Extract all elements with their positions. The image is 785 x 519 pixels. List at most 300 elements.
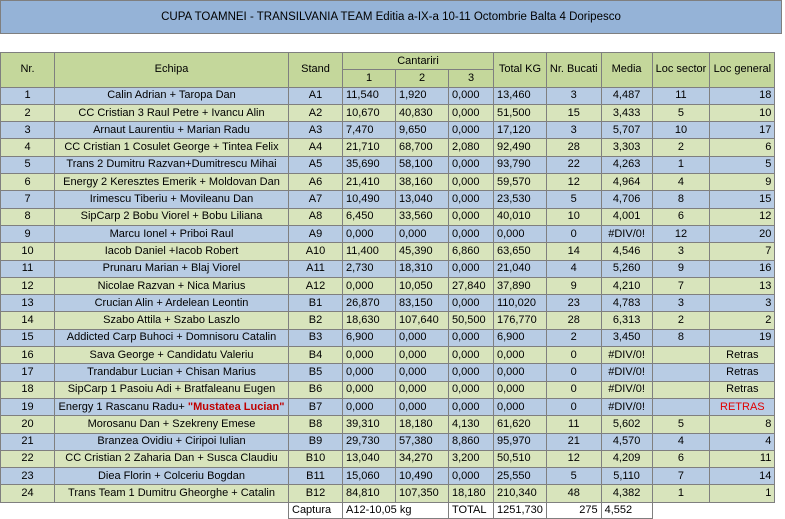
cell-echipa[interactable]: Crucian Alin + Ardelean Leontin (55, 295, 289, 312)
cell-nr-bucati[interactable]: 4 (546, 260, 601, 277)
cell-echipa[interactable]: SipCarp 2 Bobu Viorel + Bobu Liliana (55, 208, 289, 225)
cell-cantarire-3[interactable]: 0,000 (449, 364, 494, 381)
cell-cantarire-2[interactable]: 33,560 (396, 208, 449, 225)
cell-total-kg[interactable]: 93,790 (494, 156, 547, 173)
footer-total-media[interactable]: 4,552 (601, 502, 652, 518)
cell-stand[interactable]: B12 (289, 485, 343, 502)
cell-cantarire-3[interactable]: 4,130 (449, 416, 494, 433)
cell-cantarire-3[interactable]: 0,000 (449, 87, 494, 104)
cell-media[interactable]: 4,382 (601, 485, 652, 502)
cell-nr[interactable]: 1 (1, 87, 55, 104)
cell-cantarire-1[interactable]: 0,000 (343, 347, 396, 364)
table-row[interactable] (1, 260, 775, 277)
table-row[interactable] (1, 122, 775, 139)
cell-media[interactable]: 4,210 (601, 277, 652, 294)
cell-echipa[interactable]: CC Cristian 2 Zaharia Dan + Susca Claudiu (55, 450, 289, 467)
cell-nr[interactable]: 9 (1, 225, 55, 242)
cell-total-kg[interactable]: 0,000 (494, 225, 547, 242)
cell-stand[interactable]: A8 (289, 208, 343, 225)
cell-loc-general[interactable]: 14 (710, 468, 775, 485)
cell-stand[interactable]: B10 (289, 450, 343, 467)
cell-stand[interactable]: B3 (289, 329, 343, 346)
cell-echipa[interactable]: Trans Team 1 Dumitru Gheorghe + Catalin (55, 485, 289, 502)
cell-cantarire-3[interactable]: 0,000 (449, 295, 494, 312)
cell-media[interactable]: 4,964 (601, 174, 652, 191)
cell-nr-bucati[interactable]: 0 (546, 347, 601, 364)
cell-loc-sector[interactable]: 1 (652, 485, 710, 502)
cell-loc-sector[interactable]: 4 (652, 174, 710, 191)
cell-loc-sector[interactable]: 12 (652, 225, 710, 242)
table-row[interactable] (1, 398, 775, 415)
table-row[interactable] (1, 485, 775, 502)
cell-cantarire-3[interactable]: 6,860 (449, 243, 494, 260)
header-cantariri[interactable]: Cantariri (343, 53, 494, 70)
cell-stand[interactable]: A1 (289, 87, 343, 104)
cell-cantarire-2[interactable]: 58,100 (396, 156, 449, 173)
cell-cantarire-1[interactable]: 13,040 (343, 450, 396, 467)
cell-nr-bucati[interactable]: 3 (546, 87, 601, 104)
header-cantarire-3[interactable]: 3 (449, 70, 494, 87)
cell-cantarire-2[interactable]: 34,270 (396, 450, 449, 467)
cell-cantarire-2[interactable]: 10,050 (396, 277, 449, 294)
cell-nr-bucati[interactable]: 5 (546, 191, 601, 208)
cell-cantarire-2[interactable]: 107,350 (396, 485, 449, 502)
cell-nr-bucati[interactable]: 23 (546, 295, 601, 312)
cell-echipa[interactable]: Sava George + Candidatu Valeriu (55, 347, 289, 364)
table-row[interactable] (1, 347, 775, 364)
cell-media[interactable]: 3,450 (601, 329, 652, 346)
cell-nr[interactable]: 24 (1, 485, 55, 502)
cell-cantarire-1[interactable]: 0,000 (343, 277, 396, 294)
cell-echipa[interactable]: Szabo Attila + Szabo Laszlo (55, 312, 289, 329)
cell-media[interactable]: #DIV/0! (601, 381, 652, 398)
cell-echipa[interactable]: Prunaru Marian + Blaj Viorel (55, 260, 289, 277)
cell-cantarire-2[interactable]: 1,920 (396, 87, 449, 104)
footer-captura-label[interactable]: Captura (289, 502, 343, 518)
cell-loc-general[interactable]: 6 (710, 139, 775, 156)
cell-cantarire-3[interactable]: 8,860 (449, 433, 494, 450)
cell-loc-sector[interactable]: 2 (652, 312, 710, 329)
cell-media[interactable]: 4,263 (601, 156, 652, 173)
cell-loc-general[interactable]: Retras (710, 364, 775, 381)
cell-echipa[interactable]: Trandabur Lucian + Chisan Marius (55, 364, 289, 381)
cell-nr-bucati[interactable]: 0 (546, 381, 601, 398)
cell-nr[interactable]: 22 (1, 450, 55, 467)
cell-cantarire-2[interactable]: 18,180 (396, 416, 449, 433)
cell-cantarire-3[interactable]: 0,000 (449, 174, 494, 191)
cell-loc-sector[interactable]: 9 (652, 260, 710, 277)
cell-cantarire-1[interactable]: 29,730 (343, 433, 396, 450)
cell-cantarire-3[interactable]: 0,000 (449, 156, 494, 173)
cell-total-kg[interactable]: 110,020 (494, 295, 547, 312)
cell-echipa[interactable]: Irimescu Tiberiu + Movileanu Dan (55, 191, 289, 208)
cell-total-kg[interactable]: 210,340 (494, 485, 547, 502)
cell-loc-general[interactable]: 3 (710, 295, 775, 312)
table-row[interactable] (1, 208, 775, 225)
cell-total-kg[interactable]: 21,040 (494, 260, 547, 277)
cell-total-kg[interactable]: 23,530 (494, 191, 547, 208)
cell-nr[interactable]: 20 (1, 416, 55, 433)
cell-loc-sector[interactable]: 6 (652, 208, 710, 225)
cell-loc-general[interactable]: 4 (710, 433, 775, 450)
cell-nr[interactable]: 2 (1, 104, 55, 121)
cell-nr[interactable]: 15 (1, 329, 55, 346)
cell-nr-bucati[interactable]: 0 (546, 398, 601, 415)
cell-total-kg[interactable]: 17,120 (494, 122, 547, 139)
cell-cantarire-1[interactable]: 35,690 (343, 156, 396, 173)
cell-total-kg[interactable]: 13,460 (494, 87, 547, 104)
cell-loc-general[interactable]: Retras (710, 347, 775, 364)
cell-loc-general[interactable]: 10 (710, 104, 775, 121)
cell-stand[interactable]: A5 (289, 156, 343, 173)
cell-media[interactable]: 3,303 (601, 139, 652, 156)
cell-loc-sector[interactable] (652, 398, 710, 415)
cell-stand[interactable]: B2 (289, 312, 343, 329)
cell-loc-sector[interactable]: 5 (652, 416, 710, 433)
cell-nr[interactable]: 17 (1, 364, 55, 381)
footer-total-label[interactable]: TOTAL (449, 502, 494, 518)
cell-nr-bucati[interactable]: 12 (546, 174, 601, 191)
cell-stand[interactable]: B11 (289, 468, 343, 485)
cell-cantarire-3[interactable]: 3,200 (449, 450, 494, 467)
cell-loc-general[interactable]: 1 (710, 485, 775, 502)
cell-stand[interactable]: B1 (289, 295, 343, 312)
cell-cantarire-1[interactable]: 39,310 (343, 416, 396, 433)
cell-cantarire-2[interactable]: 45,390 (396, 243, 449, 260)
cell-media[interactable]: 4,487 (601, 87, 652, 104)
cell-nr-bucati[interactable]: 0 (546, 364, 601, 381)
cell-cantarire-3[interactable]: 0,000 (449, 104, 494, 121)
table-row[interactable] (1, 433, 775, 450)
cell-loc-sector[interactable]: 4 (652, 433, 710, 450)
cell-nr[interactable]: 12 (1, 277, 55, 294)
cell-loc-general[interactable]: 11 (710, 450, 775, 467)
cell-stand[interactable]: B7 (289, 398, 343, 415)
cell-echipa[interactable]: Trans 2 Dumitru Razvan+Dumitrescu Mihai (55, 156, 289, 173)
cell-total-kg[interactable]: 0,000 (494, 347, 547, 364)
table-row[interactable] (1, 312, 775, 329)
cell-cantarire-3[interactable]: 0,000 (449, 122, 494, 139)
cell-echipa[interactable] (55, 398, 289, 415)
cell-cantarire-1[interactable]: 21,410 (343, 174, 396, 191)
cell-cantarire-2[interactable]: 10,490 (396, 468, 449, 485)
cell-nr-bucati[interactable]: 11 (546, 416, 601, 433)
cell-loc-sector[interactable]: 3 (652, 295, 710, 312)
cell-loc-sector[interactable]: 6 (652, 450, 710, 467)
cell-cantarire-2[interactable]: 0,000 (396, 225, 449, 242)
cell-nr-bucati[interactable]: 28 (546, 139, 601, 156)
cell-cantarire-2[interactable]: 0,000 (396, 329, 449, 346)
cell-loc-sector[interactable]: 7 (652, 468, 710, 485)
cell-total-kg[interactable]: 6,900 (494, 329, 547, 346)
table-row[interactable] (1, 295, 775, 312)
cell-stand[interactable]: B9 (289, 433, 343, 450)
cell-media[interactable]: #DIV/0! (601, 398, 652, 415)
cell-nr[interactable]: 16 (1, 347, 55, 364)
cell-echipa[interactable]: Calin Adrian + Taropa Dan (55, 87, 289, 104)
cell-cantarire-3[interactable]: 0,000 (449, 260, 494, 277)
cell-nr[interactable]: 4 (1, 139, 55, 156)
table-row[interactable] (1, 416, 775, 433)
cell-loc-general[interactable]: 20 (710, 225, 775, 242)
cell-loc-general[interactable]: 16 (710, 260, 775, 277)
cell-stand[interactable]: A11 (289, 260, 343, 277)
cell-loc-general[interactable]: 15 (710, 191, 775, 208)
footer-total-kg[interactable]: 1251,730 (494, 502, 547, 518)
cell-nr[interactable]: 14 (1, 312, 55, 329)
cell-cantarire-1[interactable]: 15,060 (343, 468, 396, 485)
cell-cantarire-1[interactable]: 10,670 (343, 104, 396, 121)
cell-media[interactable]: 6,313 (601, 312, 652, 329)
cell-total-kg[interactable]: 51,500 (494, 104, 547, 121)
cell-nr-bucati[interactable]: 28 (546, 312, 601, 329)
cell-total-kg[interactable]: 25,550 (494, 468, 547, 485)
cell-cantarire-1[interactable]: 0,000 (343, 398, 396, 415)
cell-cantarire-1[interactable]: 0,000 (343, 364, 396, 381)
cell-total-kg[interactable]: 59,570 (494, 174, 547, 191)
cell-cantarire-2[interactable]: 0,000 (396, 398, 449, 415)
table-row[interactable] (1, 104, 775, 121)
cell-loc-general[interactable]: 12 (710, 208, 775, 225)
header-nr-bucati[interactable]: Nr. Bucati (546, 53, 601, 88)
cell-cantarire-3[interactable]: 0,000 (449, 191, 494, 208)
cell-loc-sector[interactable]: 5 (652, 104, 710, 121)
cell-echipa[interactable]: Energy 2 Keresztes Emerik + Moldovan Dan (55, 174, 289, 191)
cell-nr[interactable]: 23 (1, 468, 55, 485)
table-row[interactable] (1, 191, 775, 208)
cell-cantarire-3[interactable]: 0,000 (449, 225, 494, 242)
cell-cantarire-3[interactable]: 0,000 (449, 468, 494, 485)
cell-media[interactable]: #DIV/0! (601, 225, 652, 242)
cell-total-kg[interactable]: 92,490 (494, 139, 547, 156)
cell-echipa[interactable]: CC Cristian 1 Cosulet George + Tintea Felix (55, 139, 289, 156)
footer-total-buc[interactable]: 275 (546, 502, 601, 518)
cell-cantarire-2[interactable]: 107,640 (396, 312, 449, 329)
cell-nr[interactable]: 10 (1, 243, 55, 260)
table-row[interactable] (1, 329, 775, 346)
cell-nr-bucati[interactable]: 21 (546, 433, 601, 450)
cell-stand[interactable]: A10 (289, 243, 343, 260)
cell-total-kg[interactable]: 61,620 (494, 416, 547, 433)
cell-loc-sector[interactable]: 7 (652, 277, 710, 294)
cell-loc-general[interactable]: 9 (710, 174, 775, 191)
cell-cantarire-1[interactable]: 6,450 (343, 208, 396, 225)
table-row[interactable] (1, 364, 775, 381)
cell-media[interactable]: 4,706 (601, 191, 652, 208)
cell-cantarire-1[interactable]: 0,000 (343, 225, 396, 242)
cell-nr-bucati[interactable]: 22 (546, 156, 601, 173)
cell-echipa[interactable]: Addicted Carp Buhoci + Domnisoru Catalin (55, 329, 289, 346)
cell-cantarire-1[interactable]: 21,710 (343, 139, 396, 156)
cell-nr[interactable]: 21 (1, 433, 55, 450)
header-media[interactable]: Media (601, 53, 652, 88)
cell-cantarire-2[interactable]: 13,040 (396, 191, 449, 208)
cell-nr-bucati[interactable]: 3 (546, 122, 601, 139)
cell-media[interactable]: 5,707 (601, 122, 652, 139)
cell-loc-sector[interactable]: 10 (652, 122, 710, 139)
cell-nr[interactable]: 19 (1, 398, 55, 415)
cell-media[interactable]: 4,001 (601, 208, 652, 225)
cell-stand[interactable]: B6 (289, 381, 343, 398)
cell-media[interactable]: #DIV/0! (601, 364, 652, 381)
cell-loc-sector[interactable] (652, 364, 710, 381)
cell-nr[interactable]: 7 (1, 191, 55, 208)
cell-total-kg[interactable]: 37,890 (494, 277, 547, 294)
table-row[interactable] (1, 243, 775, 260)
cell-nr-bucati[interactable]: 48 (546, 485, 601, 502)
cell-loc-general[interactable]: RETRAS (710, 398, 775, 415)
cell-cantarire-1[interactable]: 11,540 (343, 87, 396, 104)
cell-cantarire-1[interactable]: 26,870 (343, 295, 396, 312)
table-row[interactable] (1, 156, 775, 173)
cell-cantarire-2[interactable]: 83,150 (396, 295, 449, 312)
cell-loc-sector[interactable]: 8 (652, 191, 710, 208)
cell-media[interactable]: 4,209 (601, 450, 652, 467)
cell-cantarire-3[interactable]: 0,000 (449, 347, 494, 364)
table-row[interactable] (1, 450, 775, 467)
cell-loc-general[interactable]: Retras (710, 381, 775, 398)
cell-nr-bucati[interactable]: 15 (546, 104, 601, 121)
cell-loc-general[interactable]: 8 (710, 416, 775, 433)
cell-cantarire-1[interactable]: 2,730 (343, 260, 396, 277)
footer-captura-value[interactable]: A12-10,05 kg (343, 502, 449, 518)
cell-media[interactable]: 4,570 (601, 433, 652, 450)
cell-loc-general[interactable]: 5 (710, 156, 775, 173)
cell-echipa[interactable]: CC Cristian 3 Raul Petre + Ivancu Alin (55, 104, 289, 121)
cell-loc-sector[interactable]: 3 (652, 243, 710, 260)
cell-stand[interactable]: A12 (289, 277, 343, 294)
cell-cantarire-3[interactable]: 18,180 (449, 485, 494, 502)
cell-stand[interactable]: B8 (289, 416, 343, 433)
table-row[interactable] (1, 87, 775, 104)
cell-loc-sector[interactable]: 11 (652, 87, 710, 104)
cell-echipa[interactable]: Marcu Ionel + Priboi Raul (55, 225, 289, 242)
table-row[interactable] (1, 277, 775, 294)
cell-cantarire-1[interactable]: 84,810 (343, 485, 396, 502)
table-row[interactable] (1, 174, 775, 191)
cell-nr-bucati[interactable]: 9 (546, 277, 601, 294)
cell-media[interactable]: 5,110 (601, 468, 652, 485)
cell-cantarire-2[interactable]: 0,000 (396, 381, 449, 398)
cell-cantarire-3[interactable]: 0,000 (449, 208, 494, 225)
cell-stand[interactable]: A6 (289, 174, 343, 191)
cell-nr-bucati[interactable]: 5 (546, 468, 601, 485)
cell-nr-bucati[interactable]: 14 (546, 243, 601, 260)
cell-nr-bucati[interactable]: 10 (546, 208, 601, 225)
cell-cantarire-1[interactable]: 7,470 (343, 122, 396, 139)
cell-cantarire-2[interactable]: 0,000 (396, 364, 449, 381)
header-echipa[interactable]: Echipa (55, 53, 289, 88)
cell-loc-general[interactable]: 17 (710, 122, 775, 139)
cell-nr-bucati[interactable]: 12 (546, 450, 601, 467)
cell-nr[interactable]: 6 (1, 174, 55, 191)
cell-cantarire-2[interactable]: 40,830 (396, 104, 449, 121)
cell-cantarire-2[interactable]: 38,160 (396, 174, 449, 191)
cell-nr-bucati[interactable]: 2 (546, 329, 601, 346)
cell-total-kg[interactable]: 176,770 (494, 312, 547, 329)
cell-loc-sector[interactable] (652, 381, 710, 398)
table-row[interactable] (1, 468, 775, 485)
table-row[interactable] (1, 225, 775, 242)
cell-cantarire-3[interactable]: 0,000 (449, 381, 494, 398)
cell-stand[interactable]: B4 (289, 347, 343, 364)
header-total-kg[interactable]: Total KG (494, 53, 547, 88)
cell-loc-sector[interactable]: 1 (652, 156, 710, 173)
cell-stand[interactable]: A7 (289, 191, 343, 208)
header-cantarire-1[interactable]: 1 (343, 70, 396, 87)
cell-loc-sector[interactable]: 8 (652, 329, 710, 346)
cell-cantarire-1[interactable]: 10,490 (343, 191, 396, 208)
cell-cantarire-1[interactable]: 6,900 (343, 329, 396, 346)
cell-stand[interactable]: B5 (289, 364, 343, 381)
cell-nr[interactable]: 5 (1, 156, 55, 173)
cell-cantarire-2[interactable]: 0,000 (396, 347, 449, 364)
cell-total-kg[interactable]: 95,970 (494, 433, 547, 450)
cell-nr[interactable]: 3 (1, 122, 55, 139)
cell-echipa[interactable]: SipCarp 1 Pasoiu Adi + Bratfaleanu Eugen (55, 381, 289, 398)
cell-cantarire-1[interactable]: 11,400 (343, 243, 396, 260)
cell-stand[interactable]: A3 (289, 122, 343, 139)
cell-stand[interactable]: A9 (289, 225, 343, 242)
cell-loc-general[interactable]: 2 (710, 312, 775, 329)
cell-total-kg[interactable]: 63,650 (494, 243, 547, 260)
header-loc-general[interactable]: Loc general (710, 53, 775, 88)
cell-loc-general[interactable]: 7 (710, 243, 775, 260)
cell-cantarire-2[interactable]: 18,310 (396, 260, 449, 277)
cell-echipa[interactable]: Nicolae Razvan + Nica Marius (55, 277, 289, 294)
cell-nr-bucati[interactable]: 0 (546, 225, 601, 242)
header-nr[interactable]: Nr. (1, 53, 55, 88)
cell-media[interactable]: 5,260 (601, 260, 652, 277)
table-row[interactable] (1, 139, 775, 156)
cell-total-kg[interactable]: 0,000 (494, 381, 547, 398)
cell-loc-general[interactable]: 18 (710, 87, 775, 104)
cell-cantarire-3[interactable]: 50,500 (449, 312, 494, 329)
cell-total-kg[interactable]: 0,000 (494, 364, 547, 381)
cell-cantarire-1[interactable]: 0,000 (343, 381, 396, 398)
cell-loc-sector[interactable]: 2 (652, 139, 710, 156)
cell-loc-general[interactable]: 13 (710, 277, 775, 294)
header-loc-sector[interactable]: Loc sector (652, 53, 710, 88)
cell-cantarire-2[interactable]: 57,380 (396, 433, 449, 450)
cell-echipa[interactable]: Branzea Ovidiu + Ciripoi Iulian (55, 433, 289, 450)
cell-media[interactable]: 5,602 (601, 416, 652, 433)
cell-echipa[interactable]: Arnaut Laurentiu + Marian Radu (55, 122, 289, 139)
cell-media[interactable]: #DIV/0! (601, 347, 652, 364)
cell-cantarire-3[interactable]: 27,840 (449, 277, 494, 294)
cell-echipa[interactable]: Diea Florin + Colceriu Bogdan (55, 468, 289, 485)
cell-nr[interactable]: 8 (1, 208, 55, 225)
cell-total-kg[interactable]: 40,010 (494, 208, 547, 225)
cell-total-kg[interactable]: 0,000 (494, 398, 547, 415)
cell-stand[interactable]: A2 (289, 104, 343, 121)
header-cantarire-2[interactable]: 2 (396, 70, 449, 87)
cell-cantarire-3[interactable]: 2,080 (449, 139, 494, 156)
cell-total-kg[interactable]: 50,510 (494, 450, 547, 467)
cell-loc-sector[interactable] (652, 347, 710, 364)
cell-stand[interactable]: A4 (289, 139, 343, 156)
cell-cantarire-1[interactable]: 18,630 (343, 312, 396, 329)
cell-cantarire-3[interactable]: 0,000 (449, 398, 494, 415)
cell-nr[interactable]: 18 (1, 381, 55, 398)
cell-cantarire-2[interactable]: 9,650 (396, 122, 449, 139)
cell-echipa[interactable]: Morosanu Dan + Szekreny Emese (55, 416, 289, 433)
cell-nr[interactable]: 13 (1, 295, 55, 312)
cell-cantarire-2[interactable]: 68,700 (396, 139, 449, 156)
cell-echipa[interactable]: Iacob Daniel +Iacob Robert (55, 243, 289, 260)
cell-loc-general[interactable]: 19 (710, 329, 775, 346)
header-stand[interactable]: Stand (289, 53, 343, 88)
